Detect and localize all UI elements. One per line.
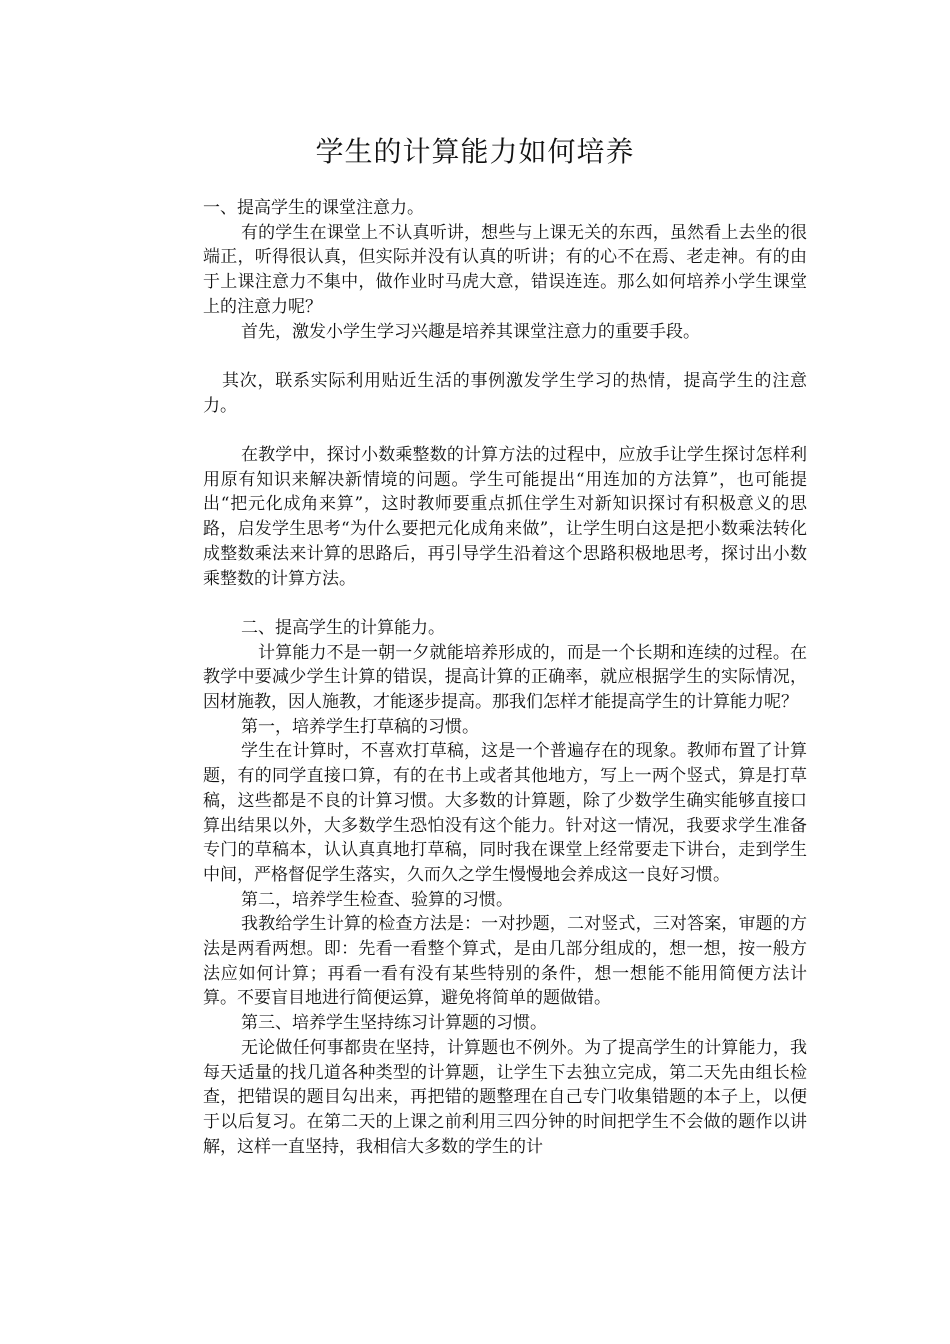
paragraph: 在教学中，探讨小数乘整数的计算方法的过程中，应放手让学生探讨怎样利用原有知识来解决新情境的问题。学生可能提出“用连加的方法算”，也可能提出“把元化成角来算”，这时教师要重点抓住学生对新知识探讨有积极意义的思路，启发学生思考“为什么要把元化成角来做”，让学生明白这是把小数乘法转化成整数乘法来计算的思路后，再引导学生沿着这个思路积极地思考，探讨出小数乘整数的计算方法。 — [203, 445, 807, 589]
subheading: 第二，培养学生检查、验算的习惯。 — [241, 889, 513, 910]
subheading: 第一，培养学生打草稿的习惯。 — [241, 716, 479, 737]
subheading: 第三、培养学生坚持练习计算题的习惯。 — [241, 1013, 547, 1034]
section-heading-1: 一、提高学生的课堂注意力。 — [203, 198, 424, 218]
section-heading-2: 二、提高学生的计算能力。 — [241, 617, 445, 638]
paragraph: 其次，联系实际利用贴近生活的事例激发学生学习的热情，提高学生的注意力。 — [203, 370, 807, 416]
document-title: 学生的计算能力如何培养 — [315, 135, 635, 168]
paragraph: 我教给学生计算的检查方法是：一对抄题，二对竖式，三对答案，审题的方法是两看两想。即：先看一看整个算式，是由几部分组成的，想一想，按一般方法应如何计算；再看一看有没有某些特别的条件，想一想能不能用简便方法计算。不要盲目地进行简便运算，避免将简单的题做错。 — [203, 914, 807, 1009]
paragraph: 首先，激发小学生学习兴趣是培养其课堂注意力的重要手段。 — [241, 321, 700, 342]
paragraph: 有的学生在课堂上不认真听讲，想些与上课无关的东西，虽然看上去坐的很端正，听得很认真，但实际并没有认真的听讲；有的心不在焉、老走神。有的由于上课注意力不集中，做作业时马虎大意，错误连连。那么如何培养小学生课堂上的注意力呢？ — [203, 222, 807, 317]
paragraph: 无论做任何事都贵在坚持，计算题也不例外。为了提高学生的计算能力，我每天适量的找几道各种类型的计算题，让学生下去独立完成，第二天先由组长检查，把错误的题目勾出来，再把错的题整理在自己专门收集错题的本子上，以便于以后复习。在第二天的上课之前利用三四分钟的时间把学生不会做的题作以讲解，这样一直坚持，我相信大多数的学生的计 — [203, 1037, 807, 1157]
paragraph: 学生在计算时，不喜欢打草稿，这是一个普遍存在的现象。教师布置了计算题，有的同学直接口算，有的在书上或者其他地方，写上一两个竖式，算是打草稿，这些都是不良的计算习惯。大多数的计算题，除了少数学生确实能够直接口算出结果以外，大多数学生恐怕没有这个能力。针对这一情况，我要求学生准备专门的草稿本，认认真真地打草稿，同时我在课堂上经常要走下讲台，走到学生中间，严格督促学生落实，久而久之学生慢慢地会养成这一良好习惯。 — [203, 741, 807, 885]
document-body — [203, 196, 807, 1159]
paragraph: 计算能力不是一朝一夕就能培养形成的，而是一个长期和连续的过程。在教学中要减少学生计算的错误，提高计算的正确率，就应根据学生的实际情况，因材施教，因人施教，才能逐步提高。那我们怎样才能提高学生的计算能力呢？ — [203, 642, 807, 713]
